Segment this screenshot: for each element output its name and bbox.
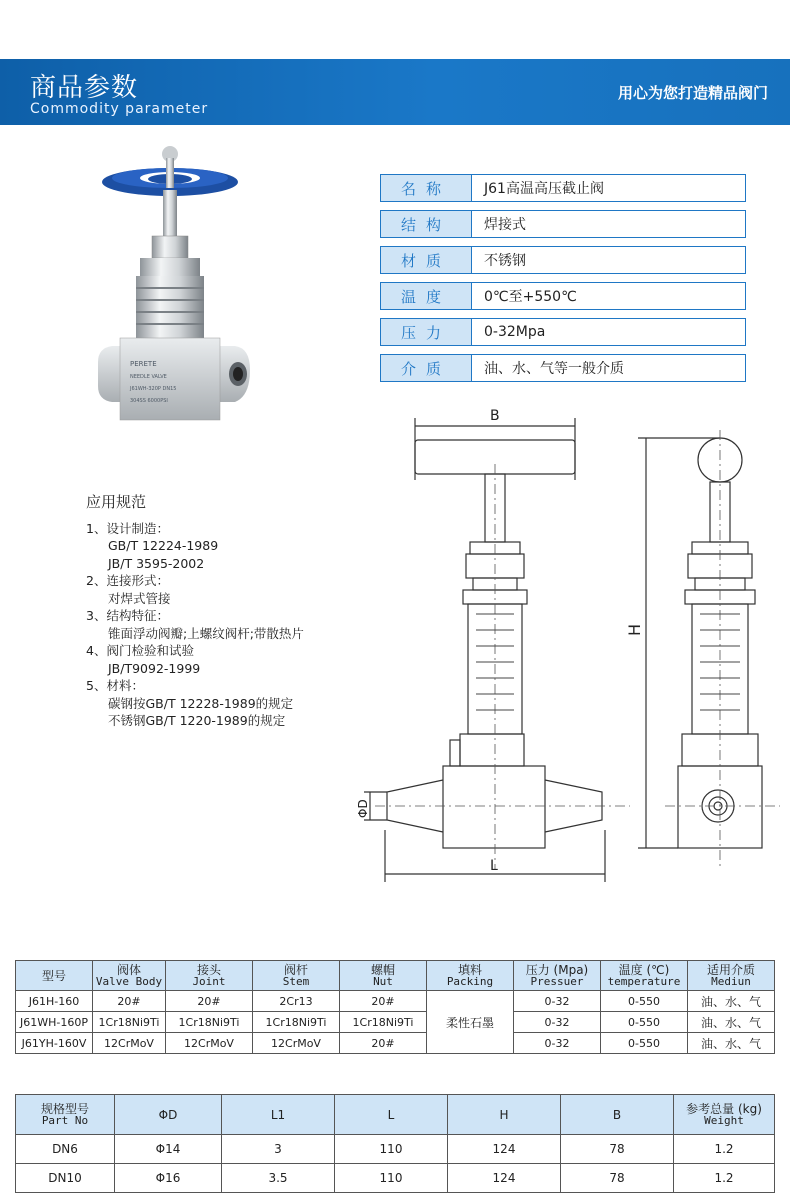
cell-nut: 1Cr18Ni9Ti bbox=[340, 1012, 427, 1033]
cell-pressure: 0-32 bbox=[514, 1012, 601, 1033]
col-header: 螺帽 bbox=[370, 962, 395, 977]
table-row bbox=[16, 991, 775, 1012]
spec-value: 焊接式 bbox=[484, 217, 526, 233]
spec-row-pressure bbox=[380, 318, 746, 346]
cell-l1: 3 bbox=[222, 1135, 335, 1164]
dim-b-label: B bbox=[490, 408, 500, 424]
col-header: 温度 (℃) bbox=[618, 962, 670, 977]
size-table bbox=[15, 1094, 775, 1193]
cell-temp: 0-550 bbox=[601, 1012, 688, 1033]
spec-row-structure bbox=[380, 210, 746, 238]
cell-d: Φ16 bbox=[115, 1164, 222, 1193]
body-line2: NEEDLE VALVE bbox=[130, 374, 167, 380]
spec-key: 压力 bbox=[381, 319, 472, 345]
cell-weight: 1.2 bbox=[674, 1164, 775, 1193]
table-row bbox=[16, 1012, 775, 1033]
spec-key: 结构 bbox=[381, 211, 472, 237]
col-header: ΦD bbox=[158, 1107, 178, 1122]
usage-line: 碳钢按GB/T 12228-1989的规定 bbox=[108, 695, 294, 711]
materials-table bbox=[15, 960, 775, 1054]
cell-body: 1Cr18Ni9Ti bbox=[93, 1012, 166, 1033]
cell-h: 124 bbox=[448, 1164, 561, 1193]
col-header-en: Joint bbox=[192, 974, 226, 988]
cell-temp: 0-550 bbox=[601, 991, 688, 1012]
spec-key: 名称 bbox=[381, 175, 472, 201]
cell-body: 12CrMoV bbox=[93, 1033, 166, 1054]
spec-key: 介质 bbox=[381, 355, 472, 381]
cell-model: J61WH-160P bbox=[16, 1012, 93, 1033]
col-header: L bbox=[387, 1107, 395, 1122]
usage-spec bbox=[86, 494, 304, 730]
spec-value: 不锈钢 bbox=[484, 253, 526, 269]
usage-line: 不锈钢GB/T 1220-1989的规定 bbox=[108, 713, 286, 728]
col-header: 阀体 bbox=[116, 962, 141, 977]
col-header: H bbox=[499, 1107, 509, 1122]
cell-stem: 1Cr18Ni9Ti bbox=[253, 1012, 340, 1033]
banner-subtitle: Commodity parameter bbox=[30, 101, 209, 117]
usage-line: 1、设计制造： bbox=[86, 520, 169, 536]
dim-d-label: ΦD bbox=[356, 799, 370, 818]
body-line4: 304SS 6000PSI bbox=[130, 398, 168, 404]
usage-line: 5、材料： bbox=[86, 678, 144, 693]
cell-h: 124 bbox=[448, 1135, 561, 1164]
cell-stem: 12CrMoV bbox=[253, 1033, 340, 1054]
spec-row-temperature bbox=[380, 282, 746, 310]
usage-line: 2、连接形式： bbox=[86, 573, 169, 588]
usage-line: JB/T9092-1999 bbox=[108, 660, 201, 676]
cell-stem: 2Cr13 bbox=[253, 991, 340, 1012]
col-header: 阀杆 bbox=[283, 962, 308, 977]
cell-part: DN10 bbox=[16, 1164, 115, 1193]
usage-line: 锥面浮动阀瓣;上螺纹阀杆;带散热片 bbox=[108, 625, 304, 641]
col-header: L1 bbox=[270, 1107, 286, 1122]
spec-value: 油、水、气等一般介质 bbox=[484, 361, 624, 377]
table-row bbox=[16, 1033, 775, 1054]
col-header-en: temperature bbox=[607, 974, 681, 988]
cell-d: Φ14 bbox=[115, 1135, 222, 1164]
header-banner bbox=[0, 59, 790, 125]
spec-value: J61高温高压截止阀 bbox=[484, 181, 604, 197]
spec-key: 温度 bbox=[381, 283, 472, 309]
cell-l: 110 bbox=[335, 1164, 448, 1193]
cell-nut: 20# bbox=[340, 1033, 427, 1054]
spec-row-material bbox=[380, 246, 746, 274]
body-brand: PERETE bbox=[130, 360, 157, 368]
col-header: 接头 bbox=[196, 962, 221, 977]
col-header: 压力 (Mpa) bbox=[525, 962, 589, 977]
table-row bbox=[16, 1135, 775, 1164]
table-row bbox=[16, 1164, 775, 1193]
banner-title: 商品参数 bbox=[30, 73, 139, 103]
usage-heading: 应用规范 bbox=[86, 493, 147, 511]
col-header: 参考总量 (kg) bbox=[686, 1101, 762, 1116]
col-header: B bbox=[612, 1107, 622, 1122]
spec-row-name bbox=[380, 174, 746, 202]
cell-nut: 20# bbox=[340, 991, 427, 1012]
product-photo bbox=[90, 140, 260, 435]
dim-l-label: L bbox=[490, 858, 498, 874]
spec-value: 0-32Mpa bbox=[484, 324, 546, 340]
dim-h-label: H bbox=[625, 623, 644, 636]
spec-key: 材质 bbox=[381, 247, 472, 273]
usage-line: 3、结构特征： bbox=[86, 608, 169, 623]
cell-medium: 油、水、气 bbox=[688, 991, 775, 1012]
col-header-en: Part No bbox=[41, 1113, 89, 1127]
body-line3: J61WH-320P DN15 bbox=[130, 386, 177, 392]
cell-pressure: 0-32 bbox=[514, 1033, 601, 1054]
col-header: 规格型号 bbox=[40, 1101, 89, 1116]
cell-b: 78 bbox=[561, 1164, 674, 1193]
col-header-en: Stem bbox=[282, 974, 310, 988]
cell-joint: 20# bbox=[166, 991, 253, 1012]
cell-joint: 12CrMoV bbox=[166, 1033, 253, 1054]
usage-line: GB/T 12224-1989 bbox=[108, 538, 219, 553]
col-header-en: Packing bbox=[446, 974, 494, 988]
cell-weight: 1.2 bbox=[674, 1135, 775, 1164]
usage-line: JB/T 3595-2002 bbox=[108, 555, 205, 571]
cell-b: 78 bbox=[561, 1135, 674, 1164]
cell-part: DN6 bbox=[16, 1135, 115, 1164]
cell-joint: 1Cr18Ni9Ti bbox=[166, 1012, 253, 1033]
banner-slogan: 用心为您打造精品阀门 bbox=[617, 84, 768, 102]
cell-pressure: 0-32 bbox=[514, 991, 601, 1012]
col-header: 型号 bbox=[41, 968, 66, 983]
usage-line: 4、阀门检验和试验 bbox=[86, 643, 194, 658]
col-header-en: Pressuer bbox=[530, 974, 584, 988]
col-header-en: Weight bbox=[704, 1113, 744, 1127]
col-header: 适用介质 bbox=[706, 962, 755, 977]
cell-body: 20# bbox=[93, 991, 166, 1012]
spec-row-medium bbox=[380, 354, 746, 382]
technical-drawing bbox=[340, 400, 790, 890]
cell-packing: 柔性石墨 bbox=[427, 991, 514, 1054]
spec-value: 0℃至+550℃ bbox=[484, 289, 577, 305]
cell-model: J61YH-160V bbox=[16, 1033, 93, 1054]
cell-temp: 0-550 bbox=[601, 1033, 688, 1054]
cell-l: 110 bbox=[335, 1135, 448, 1164]
cell-medium: 油、水、气 bbox=[688, 1033, 775, 1054]
usage-line: 对焊式管接 bbox=[108, 590, 171, 606]
cell-l1: 3.5 bbox=[222, 1164, 335, 1193]
cell-model: J61H-160 bbox=[16, 991, 93, 1012]
col-header: 填料 bbox=[457, 962, 482, 977]
cell-medium: 油、水、气 bbox=[688, 1012, 775, 1033]
col-header-en: Nut bbox=[373, 974, 393, 988]
col-header-en: Mediun bbox=[711, 974, 751, 988]
col-header-en: Valve Body bbox=[95, 974, 163, 988]
